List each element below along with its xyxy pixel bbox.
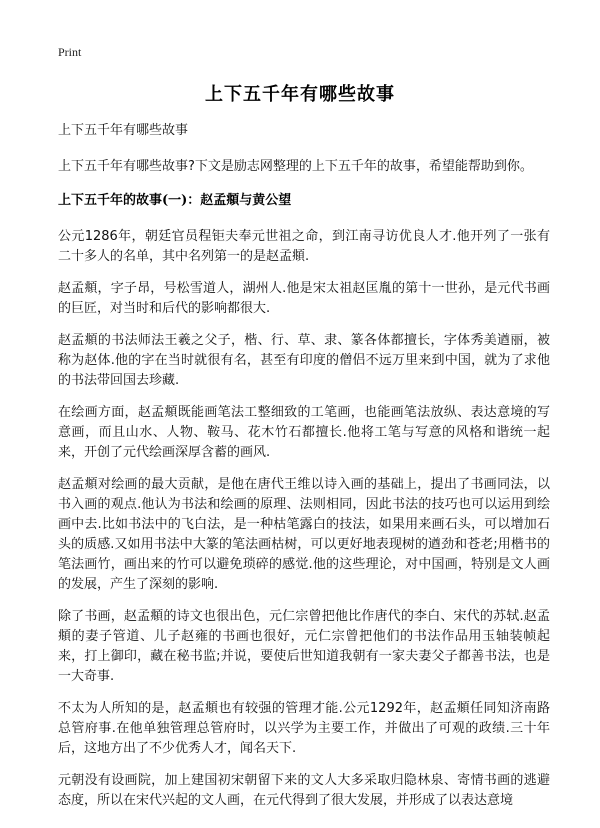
paragraph-4: 在绘画方面，赵孟頫既能画笔法工整细致的工笔画，也能画笔法放纵、表达意境的写意画，而且山水、人物、鞍马、花木竹石都擅长.他将工笔与写意的风格和谐统一起来，开创了元代绘画深厚含蓄的画风. <box>58 405 550 460</box>
page-title: 上下五千年有哪些故事 <box>205 84 395 105</box>
article-body <box>58 121 550 823</box>
section-heading: 上下五千年的故事(一)：赵孟頫与黄公望 <box>58 193 292 208</box>
paragraph-6: 除了书画，赵孟頫的诗文也很出色，元仁宗曾把他比作唐代的李白、宋代的苏轼.赵孟頫的妻子管道、儿子赵雍的书画也很好，元仁宗曾把他们的书法作品用玉轴装帧起来，打上御印，藏在秘书监;并说，要使后世知道我朝有一家夫妻父子都善书法，也是一大奇事. <box>58 609 550 684</box>
section-paragraphs <box>58 227 550 811</box>
paragraph-2: 赵孟頫，字子昂，号松雪道人，湖州人.他是宋太祖赵匡胤的第十一世孙，是元代书画的巨匠，对当时和后代的影响都很大. <box>58 281 550 316</box>
article-lead: 上下五千年有哪些故事?下文是励志网整理的上下五千年的故事，希望能帮助到你。 <box>58 159 533 174</box>
print-label: Print <box>58 45 82 59</box>
paragraph-7: 不太为人所知的是，赵孟頫也有较强的管理才能.公元1292年，赵孟頫任同知济南路总管府事.在他单独管理总管府时，以兴学为主要工作，并做出了可观的政绩.三十年后，这地方出了不少优秀人才，闻名天下. <box>58 701 550 756</box>
paragraph-8: 元朝没有设画院，加上建国初宋朝留下来的文人大多采取归隐林泉、寄情书画的逃避态度，所以在宋代兴起的文人画，在元代得到了很大发展，并形成了以表达意境 <box>58 773 550 808</box>
article-subtitle: 上下五千年有哪些故事 <box>58 123 189 138</box>
paragraph-5: 赵孟頫对绘画的最大贡献，是他在唐代王维以诗入画的基础上，提出了书画同法，以书入画的观点.他认为书法和绘画的原理、法则相同，因此书法的技巧也可以运用到绘画中去.比如书法中的飞白法，是一种枯笔露白的技法，如果用来画石头，可以增加石头的质感.又如用书法中大篆的笔法画枯树，可以更好地表现树的遒劲和苍老;用楷书的笔法画竹，画出来的竹可以避免琐碎的感觉.他的这些理论，对中国画，特别是文人画的发展，产生了深刻的影响. <box>58 477 550 592</box>
paragraph-1: 公元1286年，朝廷官员程钜夫奉元世祖之命，到江南寻访优良人才.他开列了一张有二十多人的名单，其中名列第一的是赵孟頫. <box>58 229 550 264</box>
paragraph-3: 赵孟頫的书法师法王羲之父子，楷、行、草、隶、篆各体都擅长，字体秀美遒丽，被称为赵体.他的字在当时就很有名，甚至有印度的僧侣不远万里来到中国，就为了求他的书法带回国去珍藏. <box>58 333 550 388</box>
